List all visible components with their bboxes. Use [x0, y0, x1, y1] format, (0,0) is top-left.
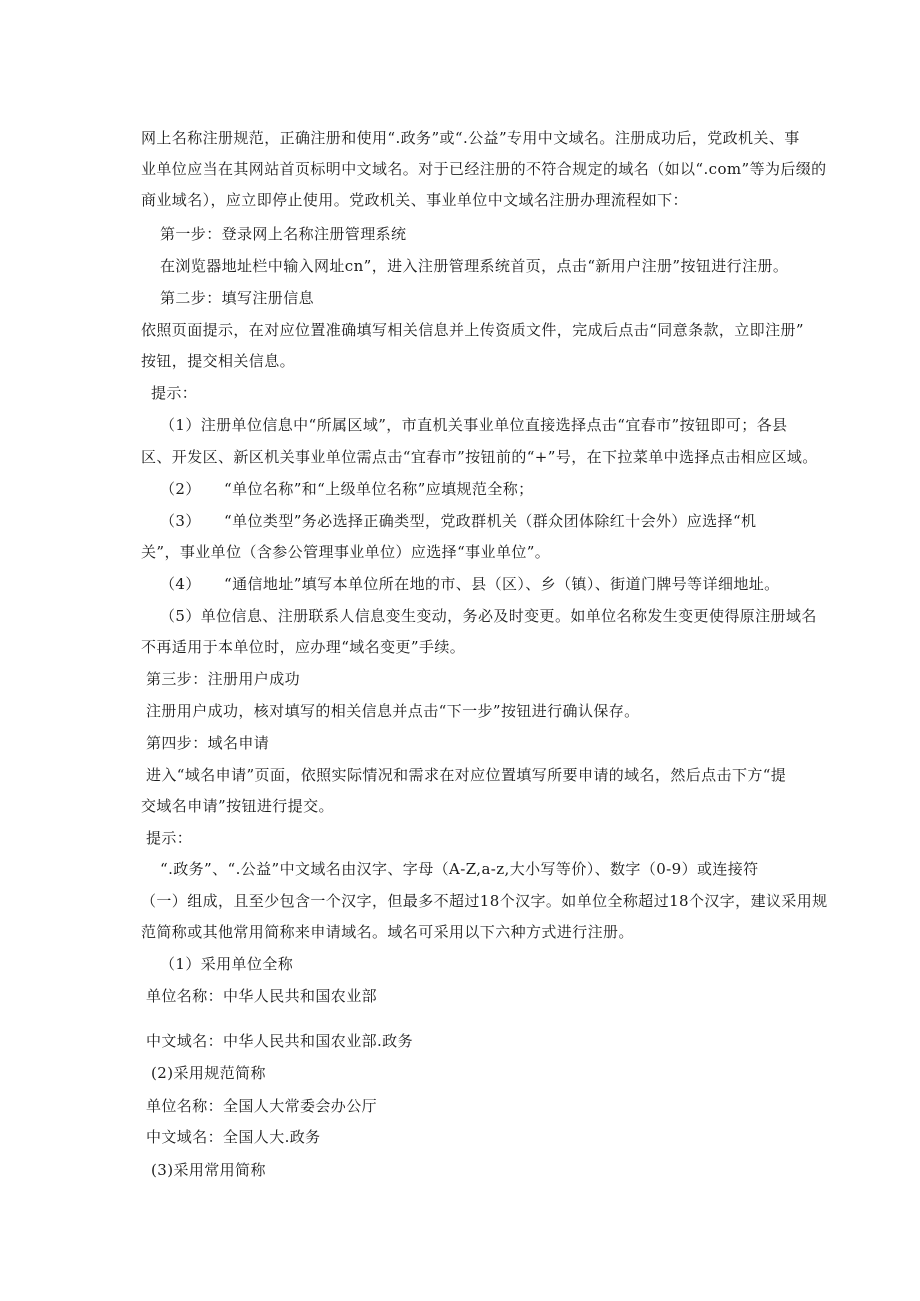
body-line: （一）组成，且至少包含一个汉字，但最多不超过18个汉字。如单位全称超过18个汉字，建议采用规: [141, 892, 828, 910]
body-line: 注册用户成功，核对填写的相关信息并点击“下一步”按钮进行确认保存。: [146, 702, 640, 720]
step-heading: 第一步：登录网上名称注册管理系统: [160, 225, 407, 243]
step-heading: 第二步：填写注册信息: [160, 289, 315, 307]
step-heading: 第三步：注册用户成功: [146, 670, 301, 688]
body-line: 交域名申请”按钮进行提交。: [141, 797, 334, 815]
body-line: (2)采用规范简称: [151, 1064, 266, 1082]
body-line: 业单位应当在其网站首页标明中文域名。对于已经注册的不符合规定的域名（如以“.com”等为后缀的: [141, 160, 827, 178]
step-heading: 第四步：域名申请: [146, 734, 270, 752]
body-line: （4） “通信地址”填写本单位所在地的市、县（区）、乡（镇）、街道门牌号等详细地址。: [160, 575, 780, 593]
body-line: （1）注册单位信息中“所属区域”，市直机关事业单位直接选择点击“宜春市”按钮即可；各县: [160, 416, 788, 434]
tip-label: 提示：: [151, 384, 198, 402]
body-line: 单位名称：全国人大常委会办公厅: [146, 1097, 378, 1115]
body-line: 按钮，提交相关信息。: [141, 352, 296, 370]
body-line: “.政务”、“.公益”中文域名由汉字、字母（A-Z,a-z,大小写等价）、数字（0-9）或连接符: [160, 860, 759, 878]
body-line: (3)采用常用简称: [151, 1161, 266, 1179]
body-line: 中文域名：中华人民共和国农业部.政务: [146, 1032, 413, 1050]
body-line: （2） “单位名称”和“上级单位名称”应填规范全称；: [160, 480, 534, 498]
body-line: 在浏览器地址栏中输入网址cn”，进入注册管理系统首页，点击“新用户注册”按钮进行注册。: [160, 257, 789, 275]
body-line: 范简称或其他常用简称来申请域名。域名可采用以下六种方式进行注册。: [141, 923, 634, 941]
body-line: （3） “单位类型”务必选择正确类型，党政群机关（群众团体除红十会外）应选择“机: [160, 512, 757, 530]
tip-label: 提示：: [146, 829, 193, 847]
body-line: 依照页面提示，在对应位置准确填写相关信息并上传资质文件，完成后点击“同意条款，立即注册”: [141, 321, 804, 339]
body-line: 网上名称注册规范，正确注册和使用“.政务”或“.公益”专用中文域名。注册成功后，党政机关、事: [141, 129, 800, 147]
body-line: 商业域名），应立即停止使用。党政机关、事业单位中文域名注册办理流程如下：: [141, 191, 688, 209]
body-line: （5）单位信息、注册联系人信息变生变动，务必及时变更。如单位名称发生变更使得原注册域名: [160, 607, 817, 625]
body-line: 不再适用于本单位时，应办理“域名变更”手续。: [141, 638, 466, 656]
body-line: 进入“域名申请”页面，依照实际情况和需求在对应位置填写所要申请的域名，然后点击下方“提: [146, 766, 787, 784]
body-line: 关”，事业单位（含参公管理事业单位）应选择“事业单位”。: [141, 543, 551, 561]
body-line: 区、开发区、新区机关事业单位需点击“宜春市”按钮前的“+”号，在下拉菜单中选择点击相应区域。: [141, 448, 818, 466]
body-line: 中文域名：全国人大.政务: [146, 1128, 321, 1146]
body-line: 单位名称：中华人民共和国农业部: [146, 987, 378, 1005]
body-line: （1）采用单位全称: [160, 955, 294, 973]
